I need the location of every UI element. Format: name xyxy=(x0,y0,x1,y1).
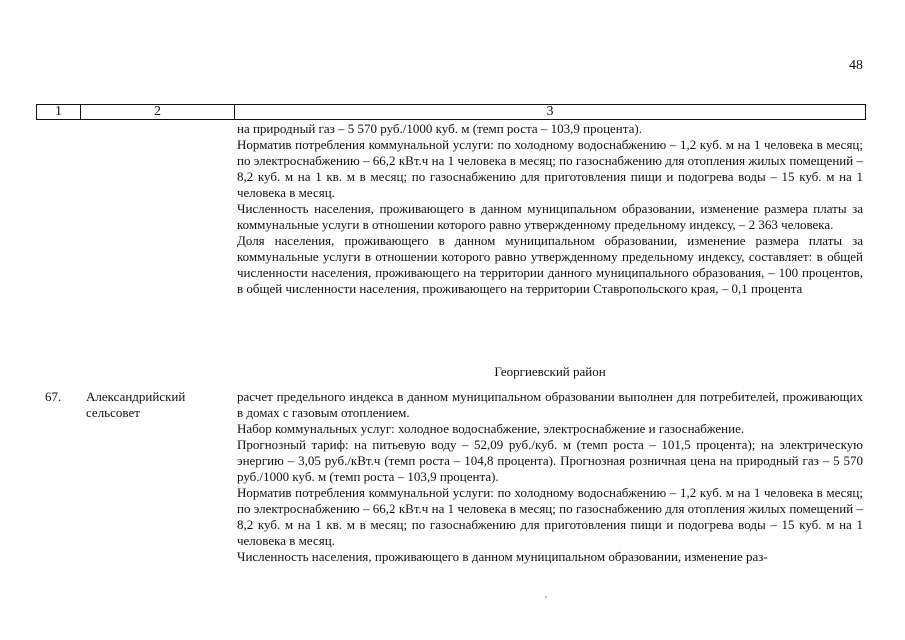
district-title: Георгиевский район xyxy=(494,364,606,379)
description-block-1 xyxy=(237,121,863,297)
table-header-row xyxy=(36,104,866,120)
scan-speck xyxy=(545,596,547,598)
paragraph: на природный газ – 5 570 руб./1000 куб. м (темп роста – 103,9 процента). xyxy=(237,121,642,136)
paragraph: Численность населения, проживающего в данном муниципальном образовании, изменение размера платы за коммунальные услуги в отношении которого равно утвержденному предельному индексу, – 2 363 человека. xyxy=(237,201,863,232)
municipality-name-line-2: сельсовет xyxy=(86,405,140,420)
paragraph: Численность населения, проживающего в данном муниципальном образовании, изменение раз- xyxy=(237,549,768,564)
header-col-1: 1 xyxy=(37,105,81,119)
paragraph: Норматив потребления коммунальной услуги: по холодному водоснабжению – 1,2 куб. м на 1 человека в месяц; по электроснабжению – 66,2 кВт.ч на 1 человека в месяц; по газоснабжению для отопления жилых помещений – 8,2 куб. м на 1 кв. м в месяц; по газоснабжению для приготовления пищи и подогрева воды – 15 куб. м на 1 человека в месяц. xyxy=(237,485,863,548)
municipality-name xyxy=(86,389,226,421)
paragraph: расчет предельного индекса в данном муниципальном образовании выполнен для потребителей, проживающих в домах с газовым отоплением. xyxy=(237,389,863,420)
municipality-name-line-1: Александрийский xyxy=(86,389,186,404)
paragraph: Набор коммунальных услуг: холодное водоснабжение, электроснабжение и газоснабжение. xyxy=(237,421,745,436)
header-col-2: 2 xyxy=(81,105,235,119)
paragraph: Норматив потребления коммунальной услуги: по холодному водоснабжению – 1,2 куб. м на 1 человека в месяц; по электроснабжению – 66,2 кВт.ч на 1 человека в месяц; по газоснабжению для отопления жилых помещений – 8,2 куб. м на 1 кв. м в месяц; по газоснабжению для приготовления пищи и подогрева воды – 15 куб. м на 1 человека в месяц. xyxy=(237,137,863,200)
description-block-2 xyxy=(237,389,863,565)
paragraph: Прогнозный тариф: на питьевую воду – 52,09 руб./куб. м (темп роста – 101,5 процента); на электрическую энергию – 3,05 руб./кВт.ч (темп роста – 104,8 процента). Прогнозная розничная цена на природный газ – 5 570 руб./1000 куб. м (темп роста – 103,9 процента). xyxy=(237,437,863,484)
paragraph: Доля населения, проживающего в данном муниципальном образовании, изменение размера платы за коммунальные услуги в отношении которого равно утвержденному предельному индексу, составляет: в общей численности населения, проживающего на территории данного муниципального образования, – 100 процентов, в общей численности населения, проживающего на территории Ставропольского края, – 0,1 процента xyxy=(237,233,863,296)
header-col-3: 3 xyxy=(546,104,554,119)
page-number: 48 xyxy=(849,58,863,73)
row-number: 67. xyxy=(45,389,62,404)
